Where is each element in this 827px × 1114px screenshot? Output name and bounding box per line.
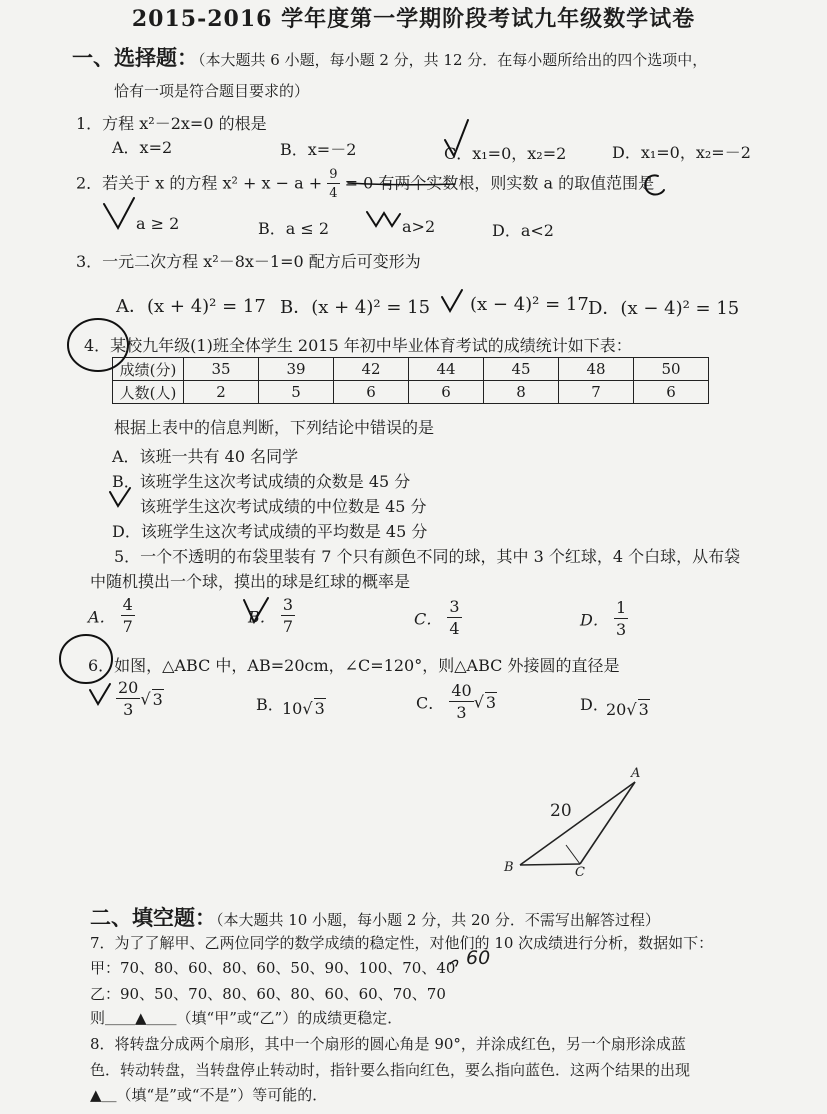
triangle-figure bbox=[490, 760, 650, 880]
q5-a-den: 7 bbox=[122, 617, 133, 636]
q5-c-label: C． bbox=[414, 609, 443, 629]
q3-stem: 3．一元二次方程 x²－8x－1=0 配方后可变形为 bbox=[76, 252, 421, 271]
q2-option-a: a ≥ 2 bbox=[136, 214, 180, 233]
q6-d-radicand: 3 bbox=[638, 700, 649, 719]
q6-option-c: C． $\frac{40}{3}$ √ 3 bbox=[416, 681, 497, 722]
q7-handwritten-note: 60 bbox=[466, 947, 491, 969]
q6-stem: 6．如图，△ABC 中，AB=20cm，∠C=120°，则△ABC 外接圆的直径是 bbox=[88, 656, 620, 675]
q6-option-d bbox=[580, 692, 609, 715]
section1-note-cont: 恰有一项是符合题目要求的） bbox=[114, 82, 310, 100]
q5-b-label: B． bbox=[248, 607, 276, 627]
q1-option-c: C．x₁=0，x₂=2 bbox=[444, 144, 567, 163]
q5-b-frac bbox=[281, 597, 295, 635]
q6-b-label: B． bbox=[256, 695, 284, 714]
q5-stem-line1: 5．一个不透明的布袋里装有 7 个只有颜色不同的球，其中 3 个红球，4 个白球，从布袋 bbox=[114, 547, 741, 566]
table-row bbox=[113, 358, 709, 381]
table-cell: 2 bbox=[184, 381, 259, 404]
q6-c-num: 40 bbox=[451, 681, 472, 700]
score-table bbox=[112, 357, 709, 404]
q4-option-a: A．该班一共有 40 名同学 bbox=[112, 447, 299, 466]
checkmark-icon bbox=[442, 290, 462, 311]
vertex-a-label: A bbox=[631, 766, 641, 781]
q5-option-c bbox=[414, 599, 462, 637]
q2-stem-pre: 2．若关于 x 的方程 x² + x − a + bbox=[76, 173, 323, 193]
table-row bbox=[113, 381, 709, 404]
q5-d-frac bbox=[614, 600, 628, 638]
q2-frac-num: 9 bbox=[329, 167, 338, 182]
q5-d-label: D． bbox=[580, 610, 609, 630]
q5-c-frac bbox=[447, 599, 461, 637]
q1-option-a: A．x=2 bbox=[112, 138, 173, 157]
table-header-score: 成绩(分) bbox=[113, 358, 184, 381]
q6-a-den: 3 bbox=[123, 700, 134, 719]
q6-option-d-value: 20√ 3 bbox=[606, 700, 649, 719]
q5-d-num: 1 bbox=[615, 598, 627, 617]
table-cell: 50 bbox=[634, 358, 709, 381]
q6-c-radicand: 3 bbox=[485, 693, 497, 712]
table-cell: 7 bbox=[559, 381, 634, 404]
q6-a-radicand: 3 bbox=[152, 690, 163, 709]
q5-a-frac bbox=[121, 597, 135, 635]
q1-option-b: B．x=－2 bbox=[280, 140, 357, 159]
table-cell: 6 bbox=[409, 381, 484, 404]
altitude-mark bbox=[566, 845, 580, 864]
q6-c-frac bbox=[449, 683, 473, 721]
q5-option-a bbox=[88, 597, 135, 635]
side-length-label: 20 bbox=[550, 801, 572, 821]
q6-c-den: 3 bbox=[456, 703, 467, 722]
q5-b-den: 7 bbox=[282, 617, 294, 636]
q6-a-num: 20 bbox=[118, 678, 139, 697]
q6-option-b bbox=[256, 692, 284, 715]
q8-line2: 色．转动转盘，当转盘停止转动时，指针要么指向红色，要么指向蓝色．这两个结果的出现 bbox=[90, 1061, 691, 1079]
q5-option-d bbox=[580, 600, 628, 638]
q8-line1: 8．将转盘分成两个扇形，其中一个扇形的圆心角是 90°，并涂成红色，另一个扇形涂成蓝 bbox=[90, 1035, 686, 1053]
table-cell: 6 bbox=[634, 381, 709, 404]
checkmark-icon bbox=[104, 198, 134, 228]
q2-option-c: a>2 bbox=[402, 217, 436, 236]
q5-d-den: 3 bbox=[615, 620, 627, 639]
table-cell: 44 bbox=[409, 358, 484, 381]
table-cell: 6 bbox=[334, 381, 409, 404]
q2-option-b: B．a ≤ 2 bbox=[258, 219, 330, 238]
section2-note: （本大题共 10 小题，每小题 2 分，共 20 分．不需写出解答过程） bbox=[216, 911, 660, 929]
table-cell: 8 bbox=[484, 381, 559, 404]
side-bc bbox=[520, 864, 580, 865]
q6-option-b-value: 10√ 3 bbox=[282, 699, 325, 718]
q6-c-label: C． bbox=[416, 693, 445, 713]
q6-option-a: $\frac{20}{3}$ √ 3 bbox=[118, 678, 163, 719]
vertex-c-label: C bbox=[575, 865, 585, 880]
q7-data-jia: 甲：70、80、60、80、60、50、90、100、70、40 bbox=[90, 959, 456, 977]
q5-stem-line2: 中随机摸出一个球，摸出的球是红球的概率是 bbox=[90, 572, 411, 591]
q2-frac-den: 4 bbox=[329, 186, 338, 201]
q5-c-den: 4 bbox=[449, 619, 460, 638]
q1-option-d: D．x₁=0，x₂=－2 bbox=[612, 143, 751, 162]
table-cell: 42 bbox=[334, 358, 409, 381]
checkmark-icon bbox=[90, 684, 110, 704]
q4-option-c: 该班学生这次考试成绩的中位数是 45 分 bbox=[140, 497, 427, 516]
table-cell: 45 bbox=[484, 358, 559, 381]
q6-b-coef: 10 bbox=[282, 699, 303, 718]
q3-option-c: (x − 4)² = 17 bbox=[470, 294, 589, 315]
q4-option-b: B．该班学生这次考试成绩的众数是 45 分 bbox=[112, 472, 411, 491]
table-cell: 48 bbox=[559, 358, 634, 381]
q4-prompt: 根据上表中的信息判断，下列结论中错误的是 bbox=[114, 418, 435, 437]
q6-a-frac bbox=[116, 680, 140, 718]
side-ac bbox=[580, 782, 635, 864]
q3-option-a: A．(x + 4)² = 17 bbox=[116, 296, 266, 317]
q6-d-coef: 20 bbox=[606, 700, 627, 719]
exam-title: 2015-2016 学年度第一学期阶段考试九年级数学试卷 bbox=[131, 6, 696, 32]
q8-line3: ▲＿（填“是”或“不是”）等可能的． bbox=[90, 1086, 328, 1104]
q2-fraction bbox=[327, 168, 339, 200]
q5-a-label: A． bbox=[88, 607, 116, 627]
q5-option-b bbox=[248, 597, 295, 635]
q5-c-num: 3 bbox=[449, 597, 460, 616]
section2-header bbox=[90, 902, 660, 932]
q3-option-d: D．(x − 4)² = 15 bbox=[588, 298, 740, 319]
table-cell: 5 bbox=[259, 381, 334, 404]
table-cell: 35 bbox=[184, 358, 259, 381]
vertex-b-label: B bbox=[504, 860, 514, 875]
side-ab bbox=[520, 782, 635, 865]
section2-heading: 二、填空题： bbox=[90, 905, 216, 930]
table-cell: 39 bbox=[259, 358, 334, 381]
q3-option-b: B．(x + 4)² = 15 bbox=[280, 297, 431, 318]
q7-data-yi: 乙：90、50、70、80、60、80、60、60、70、70 bbox=[90, 985, 446, 1003]
q5-a-num: 4 bbox=[122, 595, 133, 614]
section1-heading: 一、选择题： bbox=[72, 45, 198, 70]
q2-stem-post: = 0 有两个实数根，则实数 a 的取值范围是 bbox=[344, 173, 655, 193]
q6-d-label: D． bbox=[580, 695, 609, 714]
q6-b-radicand: 3 bbox=[314, 699, 325, 718]
section1-note: （本大题共 6 小题，每小题 2 分，共 12 分．在每小题所给出的四个选项中， bbox=[198, 51, 708, 69]
q5-b-num: 3 bbox=[282, 595, 294, 614]
scribble-mark bbox=[367, 212, 400, 226]
q2-option-d: D．a<2 bbox=[492, 221, 554, 240]
q4-option-d: D．该班学生这次考试成绩的平均数是 45 分 bbox=[112, 522, 428, 541]
q4-stem: 4．某校九年级(1)班全体学生 2015 年初中毕业体育考试的成绩统计如下表： bbox=[84, 336, 632, 355]
q2-stem bbox=[76, 168, 654, 200]
section1-header bbox=[72, 42, 707, 72]
q7-stem: 7．为了了解甲、乙两位同学的数学成绩的稳定性，对他们的 10 次成绩进行分析，数据如下： bbox=[90, 934, 714, 952]
q1-stem: 1．方程 x²－2x=0 的根是 bbox=[76, 114, 267, 133]
table-header-count: 人数(人) bbox=[113, 381, 184, 404]
q7-answer-line: 则＿＿▲＿＿（填“甲”或“乙”）的成绩更稳定． bbox=[90, 1009, 403, 1027]
